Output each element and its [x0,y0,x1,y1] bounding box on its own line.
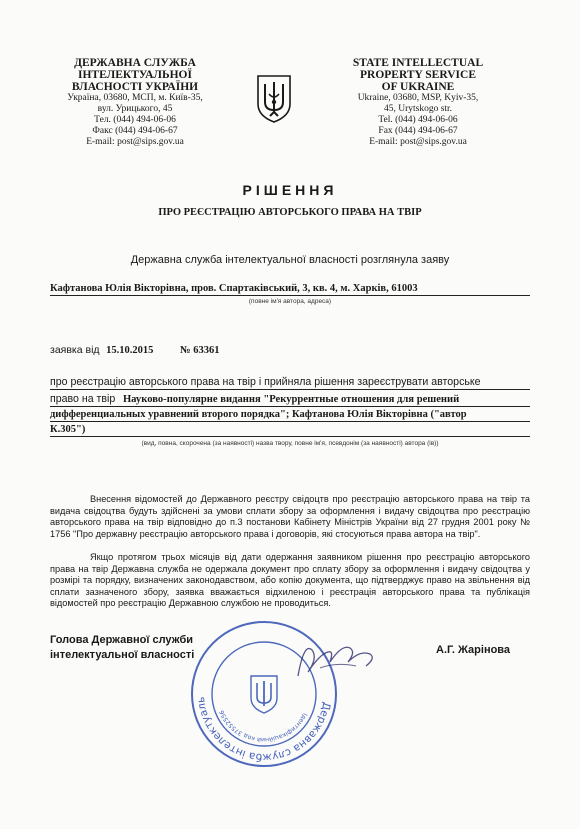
stamp-inner-text: Ідентифікаційний код 37552556 [218,709,309,744]
phone-en: Tel. (044) 494-06-06 [378,115,458,125]
handwritten-signature [290,632,380,692]
fax-uk: Факс (044) 494-06-67 [92,126,178,136]
document-subtitle: ПРО РЕЄСТРАЦІЮ АВТОРСЬКОГО ПРАВА НА ТВІР [158,207,422,218]
org-name-uk-line1: ДЕРЖАВНА СЛУЖБА [74,57,196,69]
org-name-en-line2: PROPERTY SERVICE [359,69,477,81]
document-title: РІШЕННЯ [242,182,338,198]
application-label: заявка від [50,344,100,356]
header-left [40,57,230,148]
work-line-1 [50,393,530,407]
svg-text:Ідентифікаційний код 37552556 [218,709,308,743]
fax-en: Fax (044) 494-06-67 [378,126,458,136]
paragraph-fee-conditions: Внесення відомостей до Державного реєстру свідоцтв про реєстрацію авторського права на твір та видача свідоцтва будуть здійснені за умови сплати збору за оформлення і видачу свідоцтва про реєстрацію авторського права на твір відповідно до п.3 постанови Кабінету Міністрів України від 27 грудня 2001 року № 1756 "Про державну реєстрацію авторського права і договорів, які стосуються права автора на твір". [50,494,530,539]
trident-icon [254,72,294,124]
address-uk-line2: вул. Урицького, 45 [97,104,173,114]
stamp-trident-icon [251,676,277,713]
signatory-position [50,633,194,663]
applicant-info: Кафтанова Юлія Вікторівна, пров. Спартаківський, 3, кв. 4, м. Харків, 61003 [50,283,530,296]
work-prefix: право на твір [50,393,116,405]
work-title-line3: К.305") [50,424,530,437]
intro-text: Державна служба інтелектуальної власності розглянула заяву [130,254,450,266]
address-en-line2: 45, Urytskogo str. [383,104,453,114]
address-uk-line1: Україна, 03680, МСП, м. Київ-35, [67,93,203,103]
work-title-line1: Науково-популярне видання "Рекуррентные отношения для решений [122,394,460,405]
position-line1: Голова Державної служби [50,634,194,646]
org-name-en-line3: OF UKRAINE [381,81,455,93]
stamp-ring-text: Державна служба інтелектуаль [195,696,333,764]
org-name-uk-line3: ВЛАСНОСТІ УКРАЇНИ [71,81,199,93]
application-date: 15.10.2015 [106,345,154,356]
email-en: E-mail: post@sips.gov.ua [369,137,467,147]
org-name-uk-line2: ІНТЕЛЕКТУАЛЬНОЇ [78,69,192,81]
address-en-line1: Ukraine, 03680, MSP, Kyiv-35, [357,93,479,103]
paragraph-rejection-terms: Якщо протягом трьох місяців від дати одержання заявником рішення про реєстрацію авторського права на твір Державна служба не одержала документ про сплату збору за оформлення і видачу свідоцтва у розмірі та порядку, визначених законодавством, або копію документа, що підтверджує право на звільнення від сплати зазначеного збору, заявка вважається відхиленою і реєстрація авторського права та публікація відомостей про реєстрацію Державною службою не проводиться. [50,552,530,608]
email-uk: E-mail: post@sips.gov.ua [86,137,184,147]
signatory-name: А.Г. Жарінова [436,644,511,656]
applicant-caption: (повне ім'я автора, адреса) [248,298,332,305]
header-right [318,57,518,148]
position-line2: інтелектуальної власності [50,649,195,661]
org-name-en-line1: STATE INTELLECTUAL [352,57,484,69]
phone-uk: Тел. (044) 494-06-06 [94,115,176,125]
work-caption: (вид, повна, скорочена (за наявності) назва твору, повне ім'я, псевдонім (за наявності) автора (ів)) [141,440,439,447]
application-number: № 63361 [180,345,220,356]
work-title-line2: дифференциальных уравнений второго порядка"; Кафтанова Юлія Вікторівна ("автор [50,409,530,422]
decision-text: про реєстрацію авторського права на твір і прийняла рішення зареєструвати авторське [50,376,530,390]
application-line [50,344,219,356]
